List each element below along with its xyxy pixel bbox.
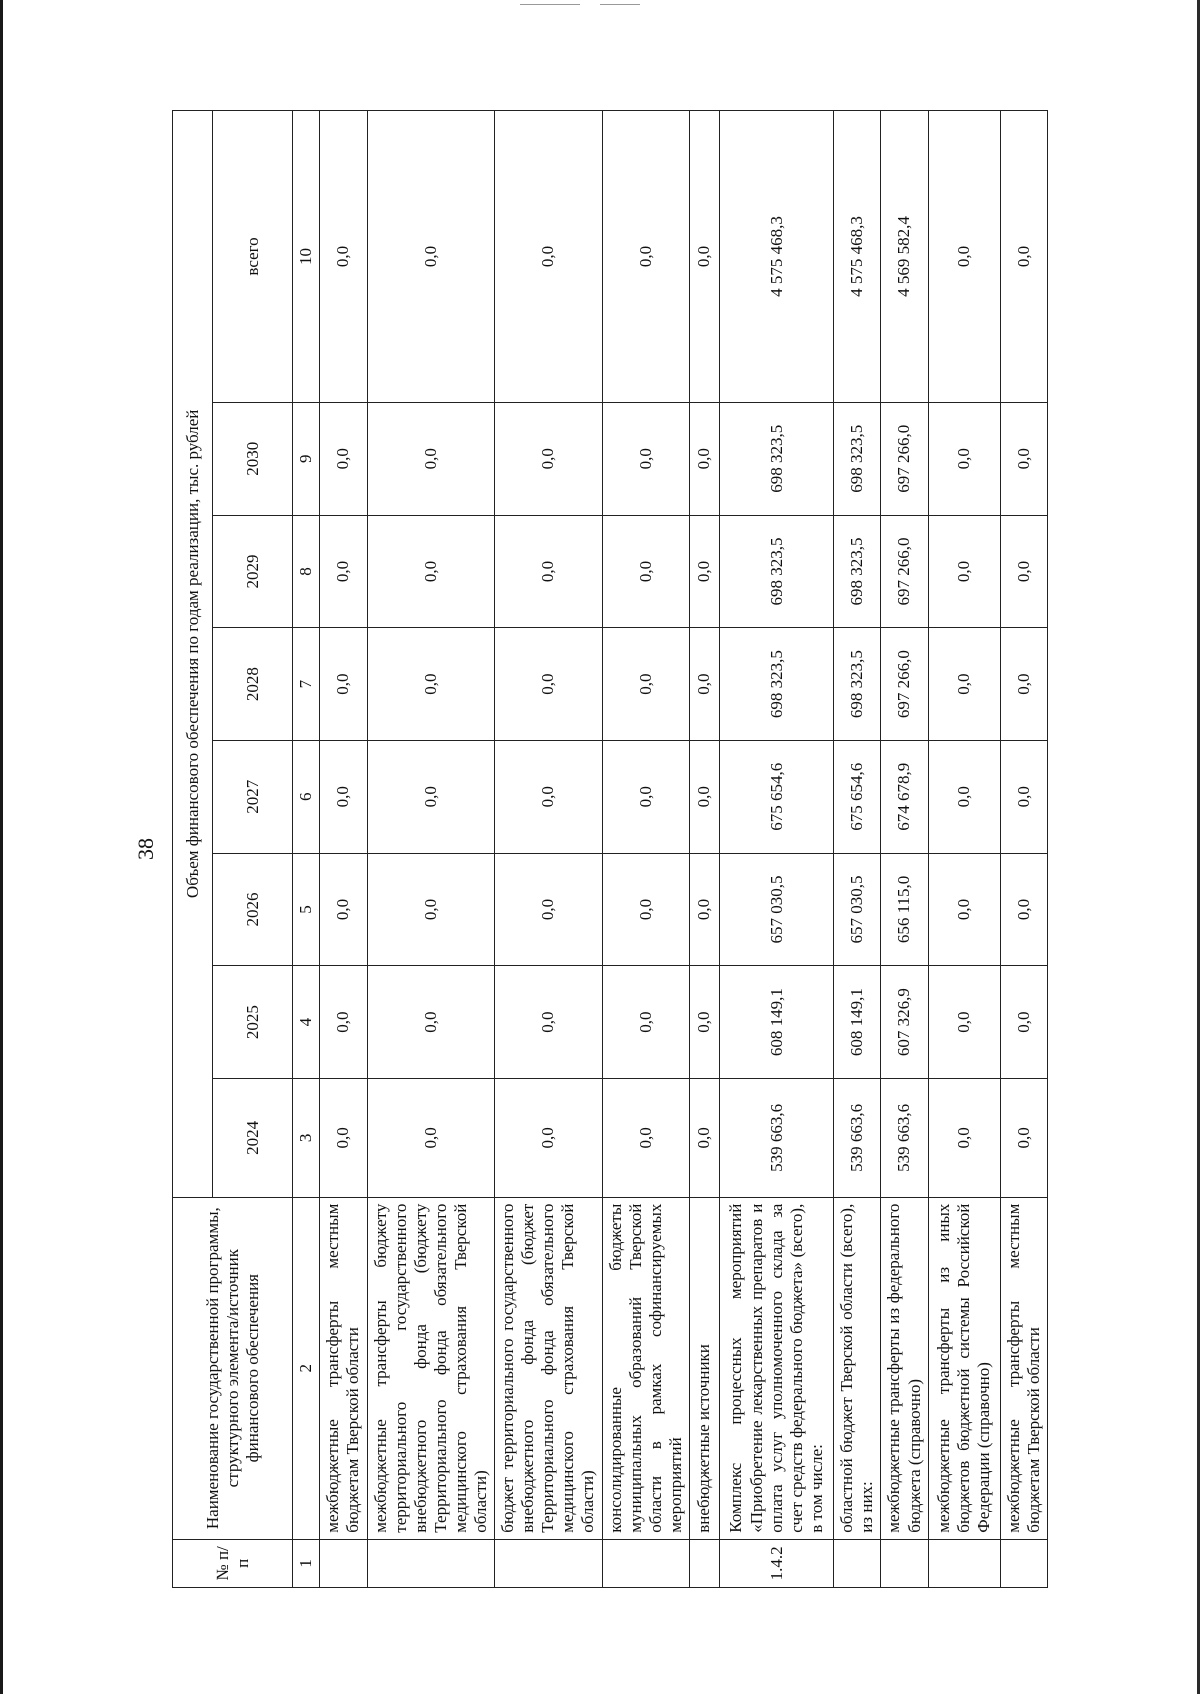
row-year-value: 0,0 xyxy=(367,1078,495,1197)
column-number: 8 xyxy=(293,515,320,628)
row-year-value: 675 654,6 xyxy=(719,740,833,853)
row-year-value: 0,0 xyxy=(495,740,602,853)
row-year-value: 0,0 xyxy=(1000,966,1047,1079)
table-row xyxy=(602,111,689,1588)
header-year: 2027 xyxy=(213,740,293,853)
row-number xyxy=(320,1539,367,1587)
row-source-name: межбюджетные трансферты местным бюджетам Тверской области xyxy=(320,1197,367,1539)
row-number xyxy=(367,1539,495,1587)
row-year-value: 0,0 xyxy=(1000,628,1047,741)
row-number xyxy=(602,1539,689,1587)
header-year: 2030 xyxy=(213,402,293,515)
column-number: 7 xyxy=(293,628,320,741)
row-year-value: 0,0 xyxy=(1000,1078,1047,1197)
row-source-name: областной бюджет Тверской области (всего), из них: xyxy=(834,1197,881,1539)
row-year-value: 698 323,5 xyxy=(719,402,833,515)
row-year-value: 0,0 xyxy=(367,966,495,1079)
column-number: 2 xyxy=(293,1197,320,1539)
table-row xyxy=(495,111,602,1588)
row-total-value: 0,0 xyxy=(495,111,602,403)
row-year-value: 0,0 xyxy=(602,515,689,628)
row-total-value: 4 569 582,4 xyxy=(881,111,928,403)
table-body xyxy=(320,111,1048,1588)
row-year-value: 698 323,5 xyxy=(719,515,833,628)
row-year-value: 0,0 xyxy=(928,402,1000,515)
column-number: 5 xyxy=(293,853,320,966)
header-year: 2029 xyxy=(213,515,293,628)
row-year-value: 0,0 xyxy=(320,1078,367,1197)
row-year-value: 0,0 xyxy=(928,515,1000,628)
row-year-value: 657 030,5 xyxy=(719,853,833,966)
row-year-value: 608 149,1 xyxy=(719,966,833,1079)
table-row xyxy=(320,111,367,1588)
row-year-value: 0,0 xyxy=(602,740,689,853)
financing-table xyxy=(172,110,1048,1588)
row-source-name: Комплекс процессных мероприятий «Приобретение лекарственных препаратов и оплата услуг уполномоченного склада за счет средств федерального бюджета» (всего), в том числе: xyxy=(719,1197,833,1539)
row-year-value: 0,0 xyxy=(1000,402,1047,515)
row-year-value: 675 654,6 xyxy=(834,740,881,853)
row-year-value: 0,0 xyxy=(320,628,367,741)
row-year-value: 0,0 xyxy=(689,628,719,741)
header-year: 2028 xyxy=(213,628,293,741)
row-number: 1.4.2 xyxy=(719,1539,833,1587)
scan-mark xyxy=(520,4,580,5)
rotated-page xyxy=(172,110,1048,1588)
row-source-name: бюджет территориального государственного внебюджетного фонда (бюджет Территориального фонда обязательного медицинского страхования Тверской области) xyxy=(495,1197,602,1539)
row-year-value: 0,0 xyxy=(320,853,367,966)
header-group-title: Объем финансового обеспечения по годам реализации, тыс. рублей xyxy=(173,111,213,1198)
row-source-name: консолидированные бюджеты муниципальных образований Тверской области в рамках софинансируемых мероприятий xyxy=(602,1197,689,1539)
row-year-value: 0,0 xyxy=(495,515,602,628)
row-year-value: 0,0 xyxy=(928,628,1000,741)
header-total: всего xyxy=(213,111,293,403)
row-year-value: 0,0 xyxy=(367,853,495,966)
row-source-name: межбюджетные трансферты местным бюджетам Тверской области xyxy=(1000,1197,1047,1539)
row-year-value: 0,0 xyxy=(1000,740,1047,853)
row-year-value: 0,0 xyxy=(602,966,689,1079)
row-total-value: 0,0 xyxy=(320,111,367,403)
row-year-value: 0,0 xyxy=(602,402,689,515)
scan-edge-left xyxy=(0,0,3,1694)
row-year-value: 0,0 xyxy=(320,966,367,1079)
row-year-value: 697 266,0 xyxy=(881,515,928,628)
table-row xyxy=(1000,111,1047,1588)
row-number xyxy=(495,1539,602,1587)
row-year-value: 0,0 xyxy=(689,402,719,515)
row-source-name: межбюджетные трансферты из иных бюджетов бюджетной системы Российской Федерации (справочно) xyxy=(928,1197,1000,1539)
row-number xyxy=(928,1539,1000,1587)
row-year-value: 657 030,5 xyxy=(834,853,881,966)
row-year-value: 0,0 xyxy=(367,515,495,628)
row-year-value: 0,0 xyxy=(689,853,719,966)
table-row xyxy=(881,111,928,1588)
row-year-value: 697 266,0 xyxy=(881,628,928,741)
row-year-value: 0,0 xyxy=(602,853,689,966)
row-year-value: 698 323,5 xyxy=(834,402,881,515)
row-year-value: 0,0 xyxy=(928,1078,1000,1197)
row-year-value: 0,0 xyxy=(320,740,367,853)
row-year-value: 0,0 xyxy=(367,740,495,853)
row-year-value: 0,0 xyxy=(689,515,719,628)
column-number: 10 xyxy=(293,111,320,403)
row-year-value: 0,0 xyxy=(367,402,495,515)
row-year-value: 656 115,0 xyxy=(881,853,928,966)
row-year-value: 0,0 xyxy=(928,853,1000,966)
row-source-name: внебюджетные источники xyxy=(689,1197,719,1539)
table-row xyxy=(719,111,833,1588)
scan-mark xyxy=(600,4,640,5)
table-row xyxy=(367,111,495,1588)
row-number xyxy=(689,1539,719,1587)
row-year-value: 0,0 xyxy=(689,1078,719,1197)
row-year-value: 0,0 xyxy=(1000,853,1047,966)
row-total-value: 0,0 xyxy=(367,111,495,403)
table-row xyxy=(689,111,719,1588)
table-row xyxy=(928,111,1000,1588)
row-year-value: 698 323,5 xyxy=(834,515,881,628)
row-total-value: 4 575 468,3 xyxy=(834,111,881,403)
column-number: 6 xyxy=(293,740,320,853)
page-number: 38 xyxy=(133,838,158,860)
row-year-value: 674 678,9 xyxy=(881,740,928,853)
row-source-name: межбюджетные трансферты бюджету территориального государственного внебюджетного фонда (бюджету Территориального фонда обязательного медицинского страхования Тверской области) xyxy=(367,1197,495,1539)
row-year-value: 608 149,1 xyxy=(834,966,881,1079)
row-year-value: 0,0 xyxy=(320,515,367,628)
row-year-value: 0,0 xyxy=(495,1078,602,1197)
row-year-value: 0,0 xyxy=(367,628,495,741)
row-year-value: 0,0 xyxy=(689,740,719,853)
table-row xyxy=(834,111,881,1588)
row-year-value: 0,0 xyxy=(495,402,602,515)
row-total-value: 4 575 468,3 xyxy=(719,111,833,403)
row-source-name: межбюджетные трансферты из федерального бюджета (справочно) xyxy=(881,1197,928,1539)
header-name: Наименование государственной программы, структурного элемента/источник финансового обеспечения xyxy=(173,1197,293,1539)
row-number xyxy=(1000,1539,1047,1587)
row-year-value: 0,0 xyxy=(689,966,719,1079)
row-year-value: 607 326,9 xyxy=(881,966,928,1079)
header-year: 2026 xyxy=(213,853,293,966)
column-number: 4 xyxy=(293,966,320,1079)
row-year-value: 697 266,0 xyxy=(881,402,928,515)
row-year-value: 0,0 xyxy=(928,740,1000,853)
row-year-value: 539 663,6 xyxy=(881,1078,928,1197)
header-year: 2024 xyxy=(213,1078,293,1197)
row-number xyxy=(881,1539,928,1587)
row-number xyxy=(834,1539,881,1587)
row-year-value: 0,0 xyxy=(495,628,602,741)
row-year-value: 698 323,5 xyxy=(719,628,833,741)
row-total-value: 0,0 xyxy=(602,111,689,403)
row-total-value: 0,0 xyxy=(689,111,719,403)
header-year: 2025 xyxy=(213,966,293,1079)
row-year-value: 0,0 xyxy=(602,628,689,741)
column-number: 1 xyxy=(293,1539,320,1587)
row-total-value: 0,0 xyxy=(1000,111,1047,403)
header-no: № п/п xyxy=(173,1539,293,1587)
row-year-value: 0,0 xyxy=(1000,515,1047,628)
column-number-row xyxy=(293,111,320,1588)
row-year-value: 539 663,6 xyxy=(834,1078,881,1197)
row-year-value: 0,0 xyxy=(320,402,367,515)
column-number: 3 xyxy=(293,1078,320,1197)
row-year-value: 539 663,6 xyxy=(719,1078,833,1197)
row-year-value: 698 323,5 xyxy=(834,628,881,741)
row-year-value: 0,0 xyxy=(928,966,1000,1079)
row-year-value: 0,0 xyxy=(495,966,602,1079)
row-year-value: 0,0 xyxy=(602,1078,689,1197)
row-year-value: 0,0 xyxy=(495,853,602,966)
column-number: 9 xyxy=(293,402,320,515)
row-total-value: 0,0 xyxy=(928,111,1000,403)
